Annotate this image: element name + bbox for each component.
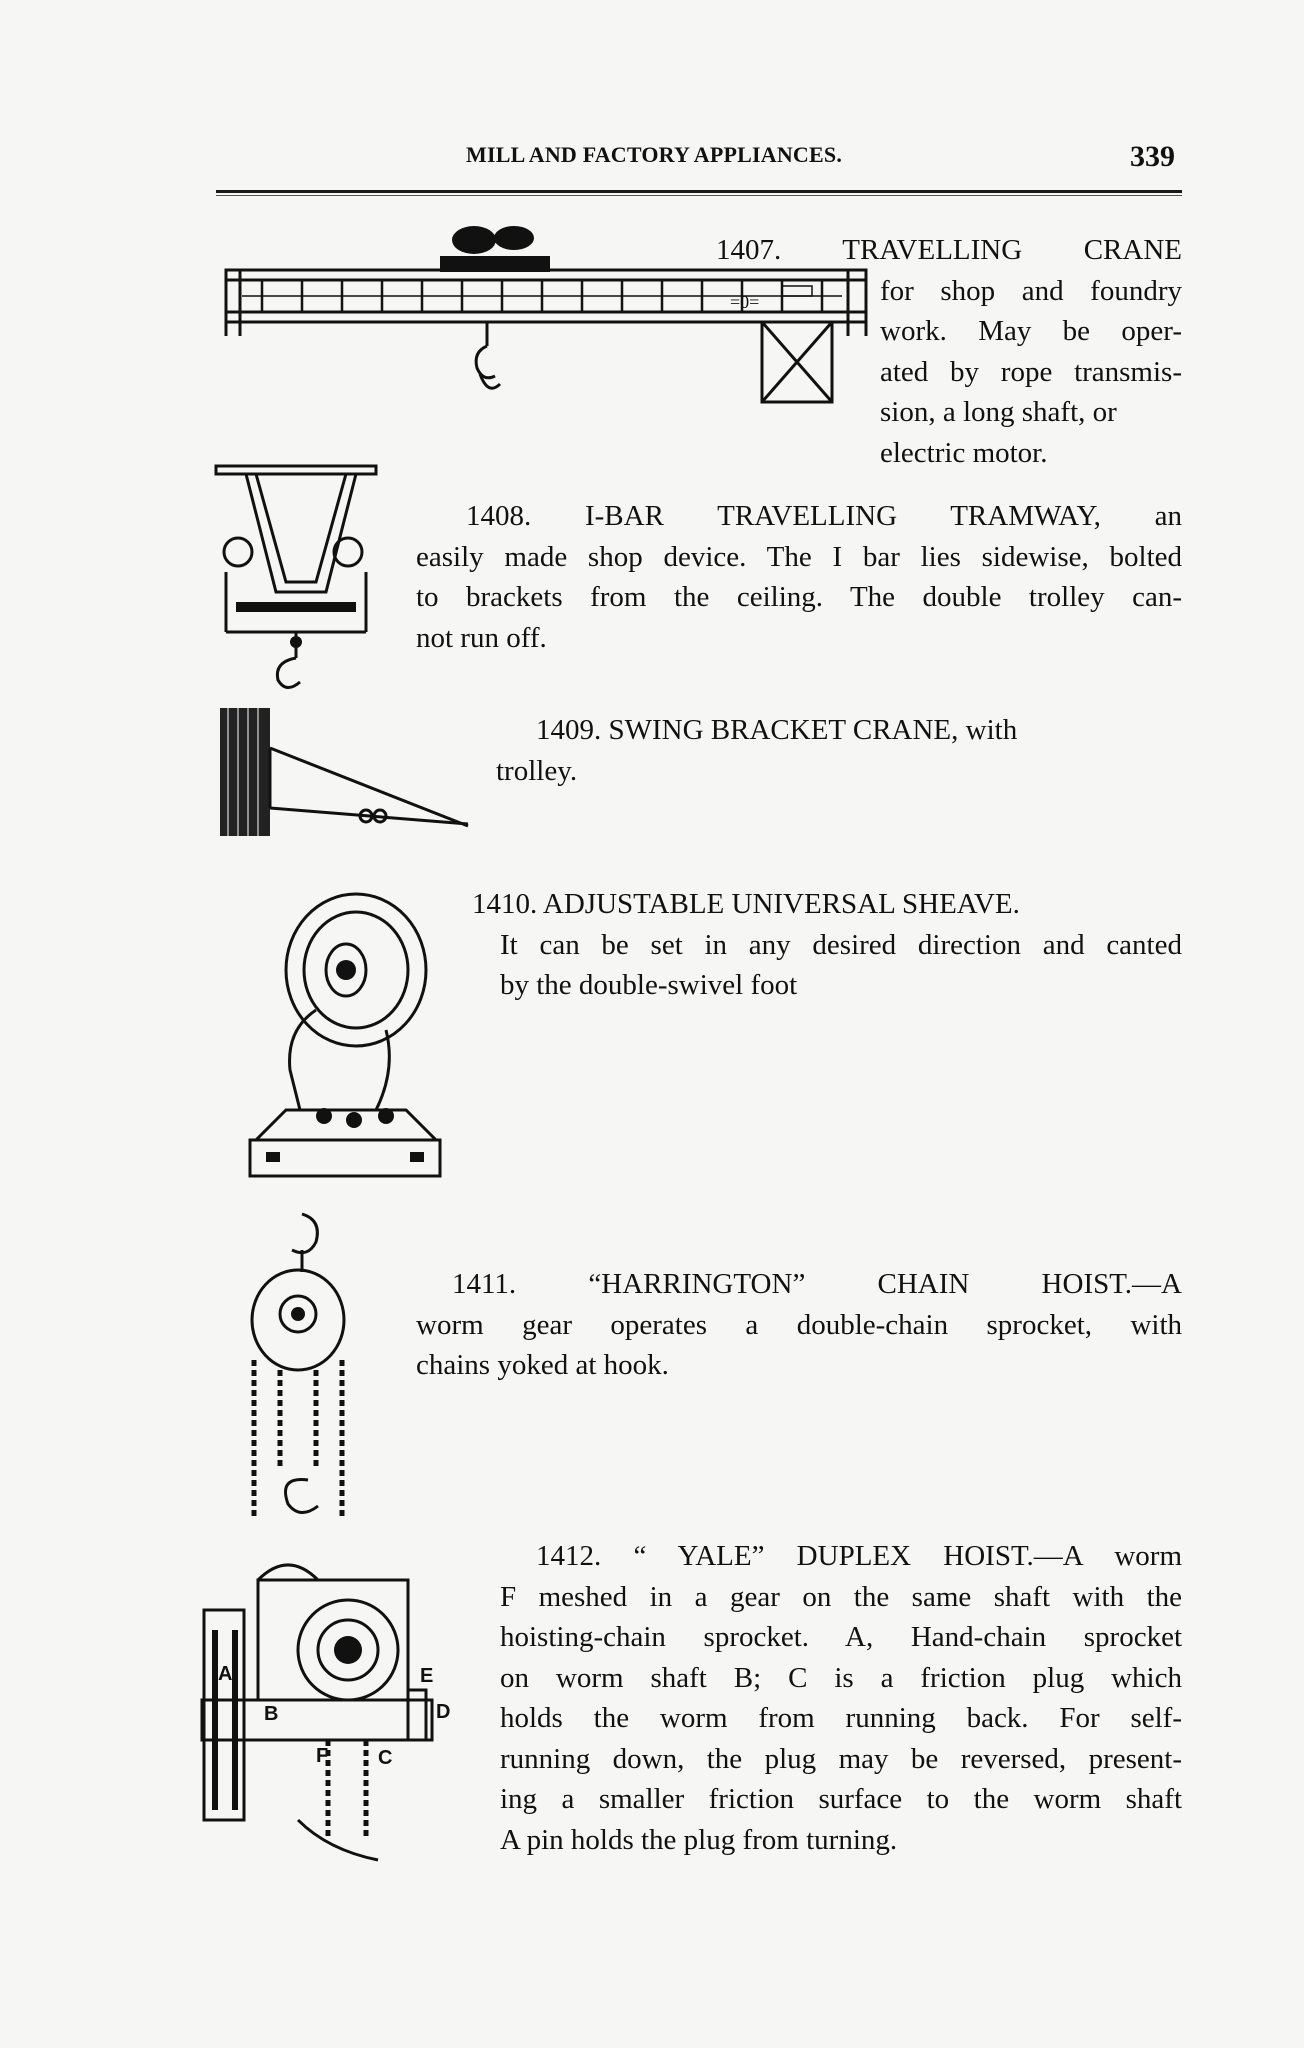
label-b: B: [264, 1703, 279, 1725]
entry-1412: [500, 1536, 1182, 1860]
entry-1409: [496, 710, 1116, 791]
page-number: 339: [1130, 140, 1175, 173]
label-a: A: [218, 1663, 233, 1685]
label-d: D: [436, 1701, 451, 1723]
universal-sheave-figure: [246, 890, 446, 1190]
entry-1407-line-4: ated by rope transmis-: [880, 355, 1182, 388]
entry-1412-line-2: F meshed in a gear on the same shaft with the: [500, 1580, 1182, 1613]
entry-1411-line-3: chains yoked at hook.: [416, 1349, 669, 1381]
header-rule-thin: [216, 195, 1182, 196]
entry-1410-line-1: 1410. ADJUSTABLE UNIVERSAL SHEAVE.: [472, 888, 1020, 920]
entry-1412-line-1: 1412. “ YALE” DUPLEX HOIST.—A worm: [536, 1540, 1182, 1572]
label-c: C: [378, 1747, 393, 1769]
duplex-hoist-figure: [198, 1540, 458, 1860]
entry-1412-line-4: on worm shaft B; C is a friction plug which: [500, 1661, 1182, 1694]
entry-1410-line-2: It can be set in any desired direction and canted: [500, 928, 1182, 961]
entry-1408-line-1: 1408. I-BAR TRAVELLING TRAMWAY, an: [466, 500, 1182, 532]
entry-1409-line-2: trolley.: [496, 754, 578, 787]
crane-marker: =0=: [730, 292, 760, 312]
entry-1409-line-1: 1409. SWING BRACKET CRANE, with: [536, 714, 1018, 746]
entry-1412-line-6: running down, the plug may be reversed, present-: [500, 1742, 1182, 1775]
entry-1407-line-1: 1407. TRAVELLING CRANE: [716, 234, 1182, 266]
entry-1407-line-2: for shop and foundry: [880, 274, 1182, 307]
entry-1411: [416, 1264, 1182, 1386]
label-e: E: [420, 1665, 434, 1687]
entry-1410-line-3: by the double-swivel foot: [500, 969, 798, 1001]
chain-hoist-figure: [236, 1210, 366, 1530]
label-f: F: [316, 1745, 329, 1767]
entry-1412-line-5: holds the worm from running back. For self-: [500, 1702, 1182, 1734]
entry-1408-line-4: not run off.: [416, 621, 547, 654]
entry-1407-line-6: electric motor.: [880, 436, 1048, 469]
i-bar-trolley-figure: [216, 462, 386, 692]
entry-1407-line-3: work. May be oper-: [880, 315, 1182, 347]
entry-1407-line-5: sion, a long shaft, or: [880, 396, 1117, 428]
entry-1408-line-2: easily made shop device. The I bar lies sidewise, bolted: [416, 540, 1182, 573]
entry-1408-line-3: to brackets from the ceiling. The double trolley can-: [416, 581, 1182, 613]
entry-1411-line-1: 1411. “HARRINGTON” CHAIN HOIST.—A: [452, 1268, 1182, 1300]
entry-1412-line-8: A pin holds the plug from turning.: [500, 1823, 898, 1856]
swing-bracket-figure: [220, 708, 480, 838]
entry-1412-line-3: hoisting-chain sprocket. A, Hand-chain sprocket: [500, 1621, 1182, 1653]
entry-1407: [716, 230, 1182, 473]
header-rule: [216, 190, 1182, 193]
entry-1411-line-2: worm gear operates a double-chain sprocket, with: [416, 1308, 1182, 1341]
running-head: MILL AND FACTORY APPLIANCES.: [466, 142, 843, 167]
entry-1408: [416, 496, 1182, 658]
entry-1410: [472, 884, 1182, 1006]
entry-1412-line-7: ing a smaller friction surface to the worm shaft: [500, 1783, 1182, 1815]
